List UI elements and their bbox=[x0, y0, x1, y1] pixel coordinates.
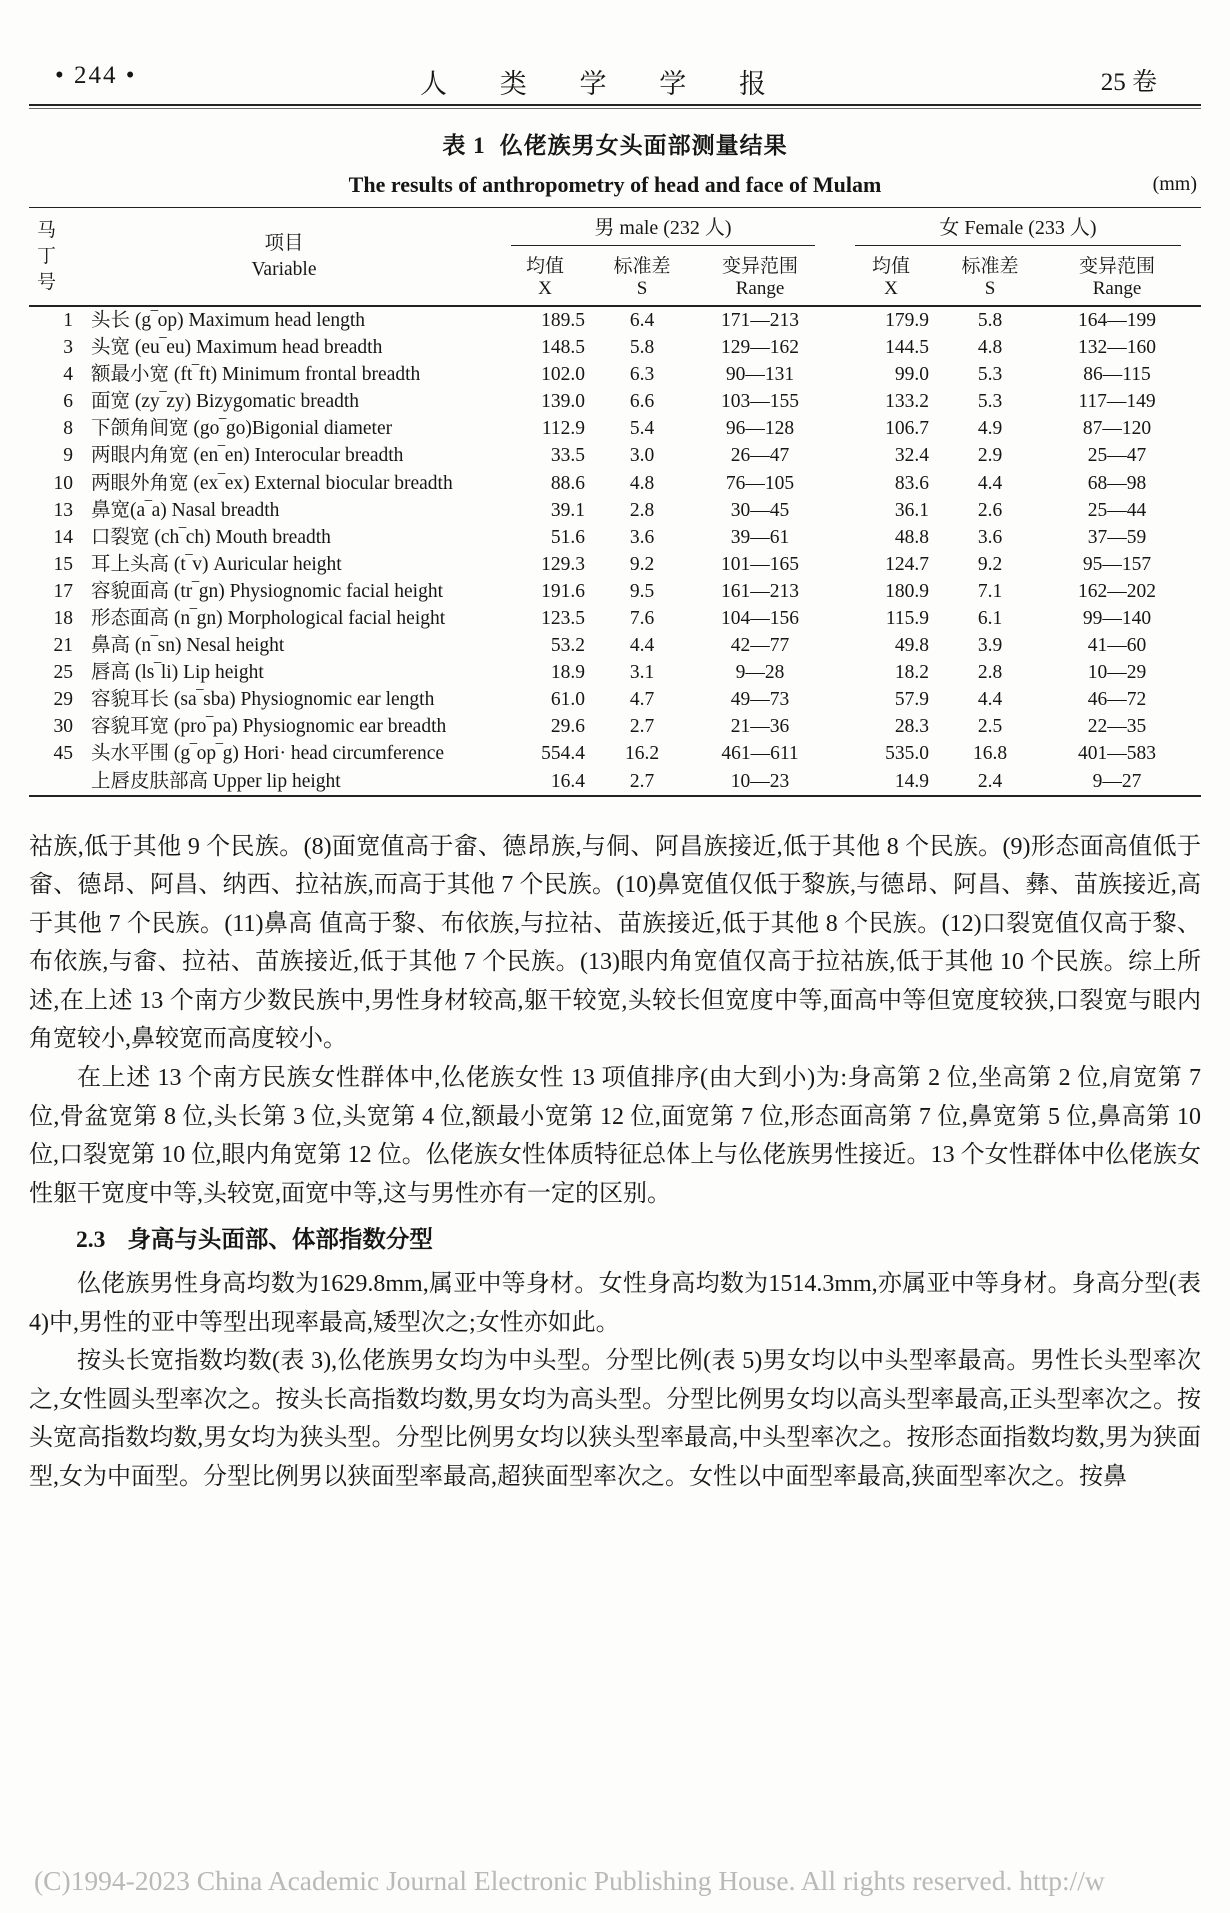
cell-f_range: 86—115 bbox=[1083, 364, 1151, 386]
cell-m_range: 9—28 bbox=[735, 662, 785, 684]
cell-m_x: 39.1 bbox=[550, 499, 585, 521]
cell-f_range: 162—202 bbox=[1078, 580, 1156, 602]
cell-variable: 下颌角间宽 (go‾go)Bigonial diameter bbox=[91, 418, 393, 440]
cell-m_range: 90—131 bbox=[725, 364, 795, 386]
cell-no: 9 bbox=[63, 445, 73, 467]
table-row bbox=[29, 415, 1201, 442]
male-group-label: 男 male (232 人) bbox=[511, 208, 815, 246]
cell-m_range: 161—213 bbox=[721, 580, 799, 602]
cell-no bbox=[29, 768, 77, 796]
martin-char-1: 马 bbox=[37, 219, 57, 241]
table-row bbox=[29, 768, 1201, 796]
copyright-watermark: (C)1994-2023 China Academic Journal Electronic Publishing House. All rights reserved. http://w bbox=[34, 1865, 1105, 1896]
cell-f_range: 132—160 bbox=[1078, 337, 1156, 359]
cell-m_s: 5.4 bbox=[629, 418, 655, 440]
cell-f_range: 117—149 bbox=[1078, 391, 1156, 413]
cell-variable: 容貌面高 (tr‾gn) Physiognomic facial height bbox=[91, 580, 444, 602]
cell-m_range: 30—45 bbox=[730, 499, 790, 521]
header-rule bbox=[29, 104, 1201, 109]
cell-f_s: 2.5 bbox=[977, 716, 1003, 738]
table-row bbox=[29, 713, 1201, 740]
group-header-row bbox=[29, 208, 1201, 247]
cell-m_range: 76—105 bbox=[725, 472, 795, 494]
female-mean-header: 均值 bbox=[871, 256, 910, 277]
female-range-symbol: Range bbox=[1092, 278, 1142, 299]
cell-m_x: 29.6 bbox=[550, 716, 585, 738]
body-text bbox=[29, 828, 1201, 1497]
cell-m_s: 6.4 bbox=[629, 310, 655, 331]
paragraph: 仫佬族男性身高均数为1629.8mm,属亚中等身材。女性身高均数为1514.3mm,亦属亚中等身材。身高分型(表 4)中,男性的亚中等型出现率最高,矮型次之;女性亦如此。 bbox=[29, 1271, 1201, 1336]
cell-f_x: 32.4 bbox=[894, 445, 929, 467]
cell-no: 14 bbox=[53, 526, 73, 548]
cell-f_s: 2.4 bbox=[977, 770, 1003, 792]
cell-m_s: 4.8 bbox=[629, 472, 655, 494]
table-row bbox=[29, 388, 1201, 415]
table-row bbox=[29, 632, 1201, 659]
cell-f_x: 99.0 bbox=[894, 364, 929, 386]
cell-f_x: 14.9 bbox=[894, 770, 929, 792]
cell-m_range: 96—128 bbox=[725, 418, 795, 440]
cell-f_s: 4.8 bbox=[977, 337, 1003, 359]
cell-m_x: 191.6 bbox=[541, 580, 585, 602]
variable-zh: 项目 bbox=[264, 232, 304, 254]
section-number: 2.3 bbox=[76, 1227, 106, 1254]
cell-m_x: 102.0 bbox=[541, 364, 585, 386]
cell-f_x: 179.9 bbox=[885, 310, 929, 331]
page bbox=[29, 0, 1201, 1497]
cell-m_s: 3.0 bbox=[629, 445, 655, 467]
measurement-table-body bbox=[29, 306, 1201, 796]
male-range-header: 变异范围 bbox=[721, 256, 798, 277]
cell-m_range: 461—611 bbox=[721, 743, 799, 765]
table-unit: (mm) bbox=[1152, 173, 1197, 195]
cell-m_x: 139.0 bbox=[541, 391, 585, 413]
cell-f_range: 25—47 bbox=[1087, 445, 1147, 467]
table-row bbox=[29, 442, 1201, 469]
cell-f_range: 401—583 bbox=[1078, 743, 1156, 765]
cell-m_range: 103—155 bbox=[721, 391, 799, 413]
running-head bbox=[29, 62, 1201, 104]
cell-m_s: 3.1 bbox=[629, 662, 655, 684]
cell-m_s: 16.2 bbox=[624, 743, 660, 765]
cell-m_s: 5.8 bbox=[629, 337, 655, 359]
cell-f_s: 5.3 bbox=[977, 364, 1003, 386]
cell-f_x: 57.9 bbox=[894, 689, 929, 711]
cell-f_s: 9.2 bbox=[977, 553, 1003, 575]
cell-f_x: 124.7 bbox=[885, 553, 929, 575]
table-row bbox=[29, 361, 1201, 388]
cell-m_s: 4.4 bbox=[629, 635, 655, 657]
cell-variable: 两眼外角宽 (ex‾ex) External biocular breadth bbox=[91, 472, 453, 494]
cell-variable: 额最小宽 (ft‾ft) Minimum frontal breadth bbox=[91, 364, 421, 386]
paragraph: 按头长宽指数均数(表 3),仫佬族男女均为中头型。分型比例(表 5)男女均以中头型率最高。男性长头型率次之,女性圆头型率次之。按头长高指数均数,男女均为高头型。分型比例男女均以高头型率最高,正头型率次之。按头宽高指数均数,男女均为狭头型。分型比例男女均以狭头型率最高,中头型率次之。按形态面指数均数,男为狭面型,女为中面型。分型比例男以狭面型率最高,超狭面型率次之。女性以中面型率最高,狭面型率次之。按鼻 bbox=[29, 1348, 1201, 1490]
cell-f_range: 22—35 bbox=[1087, 716, 1147, 738]
volume-label: 25 卷 bbox=[1100, 69, 1157, 96]
cell-m_s: 6.3 bbox=[629, 364, 655, 386]
female-group-header bbox=[835, 208, 1201, 247]
cell-f_s: 5.8 bbox=[977, 310, 1003, 331]
cell-m_s: 9.5 bbox=[629, 580, 655, 602]
table-row bbox=[29, 551, 1201, 578]
cell-m_range: 42—77 bbox=[730, 635, 790, 657]
table-row bbox=[29, 497, 1201, 524]
cell-variable: 头长 (g‾op) Maximum head length bbox=[91, 310, 366, 331]
table-row bbox=[29, 740, 1201, 767]
cell-m_s: 2.8 bbox=[629, 499, 655, 521]
cell-variable: 面宽 (zy‾zy) Bizygomatic breadth bbox=[91, 391, 360, 413]
male-mean-header: 均值 bbox=[525, 256, 564, 277]
cell-no: 21 bbox=[53, 635, 73, 657]
martin-char-2: 丁 bbox=[37, 245, 57, 267]
cell-no: 30 bbox=[53, 716, 73, 738]
cell-m_x: 112.9 bbox=[541, 418, 585, 440]
male-sd-header: 标准差 bbox=[613, 256, 671, 277]
cell-m_range: 129—162 bbox=[721, 337, 799, 359]
measurement-table bbox=[29, 207, 1201, 797]
female-group-label: 女 Female (233 人) bbox=[855, 208, 1181, 246]
cell-no: 3 bbox=[63, 337, 73, 359]
cell-no: 45 bbox=[53, 743, 73, 765]
page-number: • 244 • bbox=[55, 62, 137, 89]
male-mean-symbol: X bbox=[538, 278, 552, 299]
table-caption-en bbox=[29, 172, 1201, 198]
col-header-variable bbox=[77, 208, 491, 307]
section-heading bbox=[29, 1220, 1201, 1260]
martin-char-3: 号 bbox=[37, 271, 57, 293]
cell-f_s: 7.1 bbox=[977, 580, 1003, 602]
cell-variable: 形态面高 (n‾gn) Morphological facial height bbox=[91, 607, 446, 629]
cell-f_range: 164—199 bbox=[1078, 310, 1156, 331]
cell-f_range: 95—157 bbox=[1082, 553, 1152, 575]
cell-f_range: 9—27 bbox=[1092, 770, 1142, 792]
cell-m_x: 51.6 bbox=[550, 526, 585, 548]
cell-f_x: 115.9 bbox=[885, 607, 929, 629]
cell-m_x: 189.5 bbox=[541, 310, 585, 331]
cell-m_s: 2.7 bbox=[629, 770, 655, 792]
paragraph: 祜族,低于其他 9 个民族。(8)面宽值高于畲、德昂族,与侗、阿昌族接近,低于其他 8 个民族。(9)形态面高值低于畲、德昂、阿昌、纳西、拉祜族,而高于其他 7 个民族。(10)鼻宽值仅低于黎族,与德昂、阿昌、彝、苗族接近,高于其他 7 个民族。(11)鼻高 值高于黎、布依族,与拉祜、苗族接近,低于其他 8 个民族。(12)口裂宽值仅高于黎、布依族,与畲、拉祜、苗族接近,低于其他 7 个民族。(13)眼内角宽值仅高于拉祜族,低于其他 10 个民族。综上所述,在上述 13 个南方少数民族中,男性身材较高,躯干较宽,头较长但宽度中等,面高中等但宽度较狭,口裂宽与眼内角宽较小,鼻较宽而高度较小。 bbox=[29, 833, 1201, 1053]
cell-f_x: 48.8 bbox=[894, 526, 929, 548]
cell-m_x: 18.9 bbox=[550, 662, 585, 684]
table-head bbox=[29, 208, 1201, 307]
cell-variable: 容貌耳宽 (pro‾pa) Physiognomic ear breadth bbox=[91, 716, 447, 738]
cell-variable: 鼻高 (n‾sn) Nesal height bbox=[91, 635, 285, 657]
cell-no: 25 bbox=[53, 662, 73, 684]
female-mean-symbol: X bbox=[884, 278, 898, 299]
cell-m_s: 7.6 bbox=[629, 607, 655, 629]
cell-f_s: 3.6 bbox=[977, 526, 1003, 548]
female-sd-symbol: S bbox=[984, 278, 996, 299]
female-sd-header: 标准差 bbox=[961, 256, 1019, 277]
cell-f_s: 3.9 bbox=[977, 635, 1003, 657]
cell-f_x: 144.5 bbox=[885, 337, 929, 359]
cell-m_range: 26—47 bbox=[730, 445, 790, 467]
female-range-header: 变异范围 bbox=[1078, 256, 1155, 277]
cell-f_range: 37—59 bbox=[1087, 526, 1147, 548]
cell-f_s: 2.9 bbox=[977, 445, 1003, 467]
cell-m_x: 16.4 bbox=[550, 770, 585, 792]
cell-m_s: 2.7 bbox=[629, 716, 655, 738]
cell-no: 1 bbox=[63, 310, 73, 331]
cell-f_s: 16.8 bbox=[972, 743, 1008, 765]
cell-m_range: 21—36 bbox=[730, 716, 790, 738]
table-row bbox=[29, 686, 1201, 713]
cell-no: 13 bbox=[53, 499, 73, 521]
cell-f_x: 36.1 bbox=[894, 499, 929, 521]
journal-title: 人 类 学 学 报 bbox=[420, 69, 766, 99]
table-row bbox=[29, 306, 1201, 334]
table-caption-zh bbox=[29, 127, 1201, 160]
cell-m_x: 88.6 bbox=[550, 472, 585, 494]
cell-f_s: 2.8 bbox=[977, 662, 1003, 684]
col-header-martin bbox=[29, 208, 77, 307]
cell-m_x: 554.4 bbox=[541, 743, 585, 765]
table-row bbox=[29, 578, 1201, 605]
cell-f_x: 180.9 bbox=[885, 580, 929, 602]
cell-m_s: 6.6 bbox=[629, 391, 655, 413]
cell-no: 17 bbox=[53, 580, 73, 602]
cell-m_range: 49—73 bbox=[730, 689, 790, 711]
male-sd-symbol: S bbox=[636, 278, 648, 299]
cell-f_x: 49.8 bbox=[894, 635, 929, 657]
table-row bbox=[29, 469, 1201, 496]
cell-variable: 头水平围 (g‾op‾g) Hori· head circumference bbox=[91, 743, 445, 765]
table-caption-en-text: The results of anthropometry of head and face of Mulam bbox=[348, 172, 882, 197]
table-row bbox=[29, 659, 1201, 686]
cell-f_range: 25—44 bbox=[1087, 499, 1147, 521]
cell-variable: 头宽 (eu‾eu) Maximum head breadth bbox=[91, 337, 383, 359]
table-row bbox=[29, 334, 1201, 361]
section-title: 身高与头面部、体部指数分型 bbox=[127, 1226, 433, 1253]
cell-m_range: 39—61 bbox=[730, 526, 790, 548]
paragraph: 在上述 13 个南方民族女性群体中,仫佬族女性 13 项值排序(由大到小)为:身高第 2 位,坐高第 2 位,肩宽第 7 位,骨盆宽第 8 位,头长第 3 位,头宽第 4 位,额最小宽第 12 位,面宽第 7 位,形态面高第 7 位,鼻宽第 5 位,鼻高第 10 位,口裂宽第 10 位,眼内角宽第 12 位。仫佬族女性体质特征总体上与仫佬族男性接近。13 个女性群体中仫佬族女性躯干宽度中等,头较宽,面宽中等,这与男性亦有一定的区别。 bbox=[29, 1065, 1201, 1207]
cell-f_range: 99—140 bbox=[1082, 607, 1152, 629]
cell-m_x: 61.0 bbox=[550, 689, 585, 711]
table-caption-label: 表 1 bbox=[442, 133, 486, 158]
cell-no: 6 bbox=[63, 391, 73, 413]
cell-no: 29 bbox=[53, 689, 73, 711]
cell-f_s: 6.1 bbox=[977, 607, 1003, 629]
table-row bbox=[29, 524, 1201, 551]
cell-f_s: 5.3 bbox=[977, 391, 1003, 413]
cell-m_s: 9.2 bbox=[629, 553, 655, 575]
cell-m_s: 4.7 bbox=[629, 689, 655, 711]
cell-f_range: 41—60 bbox=[1087, 635, 1147, 657]
table-caption-text: 仫佬族男女头面部测量结果 bbox=[499, 132, 788, 158]
cell-no: 8 bbox=[63, 418, 73, 440]
cell-f_x: 28.3 bbox=[894, 716, 929, 738]
cell-f_s: 2.6 bbox=[977, 499, 1003, 521]
cell-variable: 容貌耳长 (sa‾sba) Physiognomic ear length bbox=[91, 689, 435, 711]
cell-f_x: 133.2 bbox=[885, 391, 929, 413]
cell-no: 18 bbox=[53, 607, 73, 629]
cell-m_range: 171—213 bbox=[721, 310, 799, 331]
cell-m_range: 101—165 bbox=[721, 553, 799, 575]
cell-m_x: 148.5 bbox=[541, 337, 585, 359]
cell-m_x: 33.5 bbox=[550, 445, 585, 467]
cell-no: 10 bbox=[53, 472, 73, 494]
male-group-header bbox=[491, 208, 835, 247]
cell-m_x: 123.5 bbox=[541, 607, 585, 629]
cell-f_x: 18.2 bbox=[894, 662, 929, 684]
cell-variable: 鼻宽(a‾a) Nasal breadth bbox=[91, 499, 280, 521]
cell-variable: 耳上头高 (t‾v) Auricular height bbox=[91, 553, 342, 575]
cell-f_range: 10—29 bbox=[1087, 662, 1147, 684]
cell-f_x: 106.7 bbox=[885, 418, 929, 440]
cell-m_range: 10—23 bbox=[730, 770, 790, 792]
cell-variable: 口裂宽 (ch‾ch) Mouth breadth bbox=[91, 526, 331, 548]
variable-en: Variable bbox=[251, 258, 317, 280]
cell-f_range: 46—72 bbox=[1087, 689, 1147, 711]
table-row bbox=[29, 605, 1201, 632]
cell-f_s: 4.4 bbox=[977, 689, 1003, 711]
cell-f_x: 535.0 bbox=[885, 743, 929, 765]
cell-m_s: 3.6 bbox=[629, 526, 655, 548]
cell-f_s: 4.9 bbox=[977, 418, 1003, 440]
cell-f_s: 4.4 bbox=[977, 472, 1003, 494]
cell-m_x: 53.2 bbox=[550, 635, 585, 657]
cell-m_x: 129.3 bbox=[541, 553, 585, 575]
cell-no: 4 bbox=[63, 364, 73, 386]
male-range-symbol: Range bbox=[735, 278, 785, 299]
cell-f_range: 87—120 bbox=[1082, 418, 1152, 440]
cell-variable: 两眼内角宽 (en‾en) Interocular breadth bbox=[91, 445, 404, 467]
cell-m_range: 104—156 bbox=[721, 607, 799, 629]
cell-f_range: 68—98 bbox=[1087, 472, 1147, 494]
cell-variable: 唇高 (ls‾li) Lip height bbox=[91, 662, 264, 684]
cell-f_x: 83.6 bbox=[894, 472, 929, 494]
cell-no: 15 bbox=[53, 553, 73, 575]
cell-variable: 上唇皮肤部高 Upper lip height bbox=[91, 770, 341, 792]
